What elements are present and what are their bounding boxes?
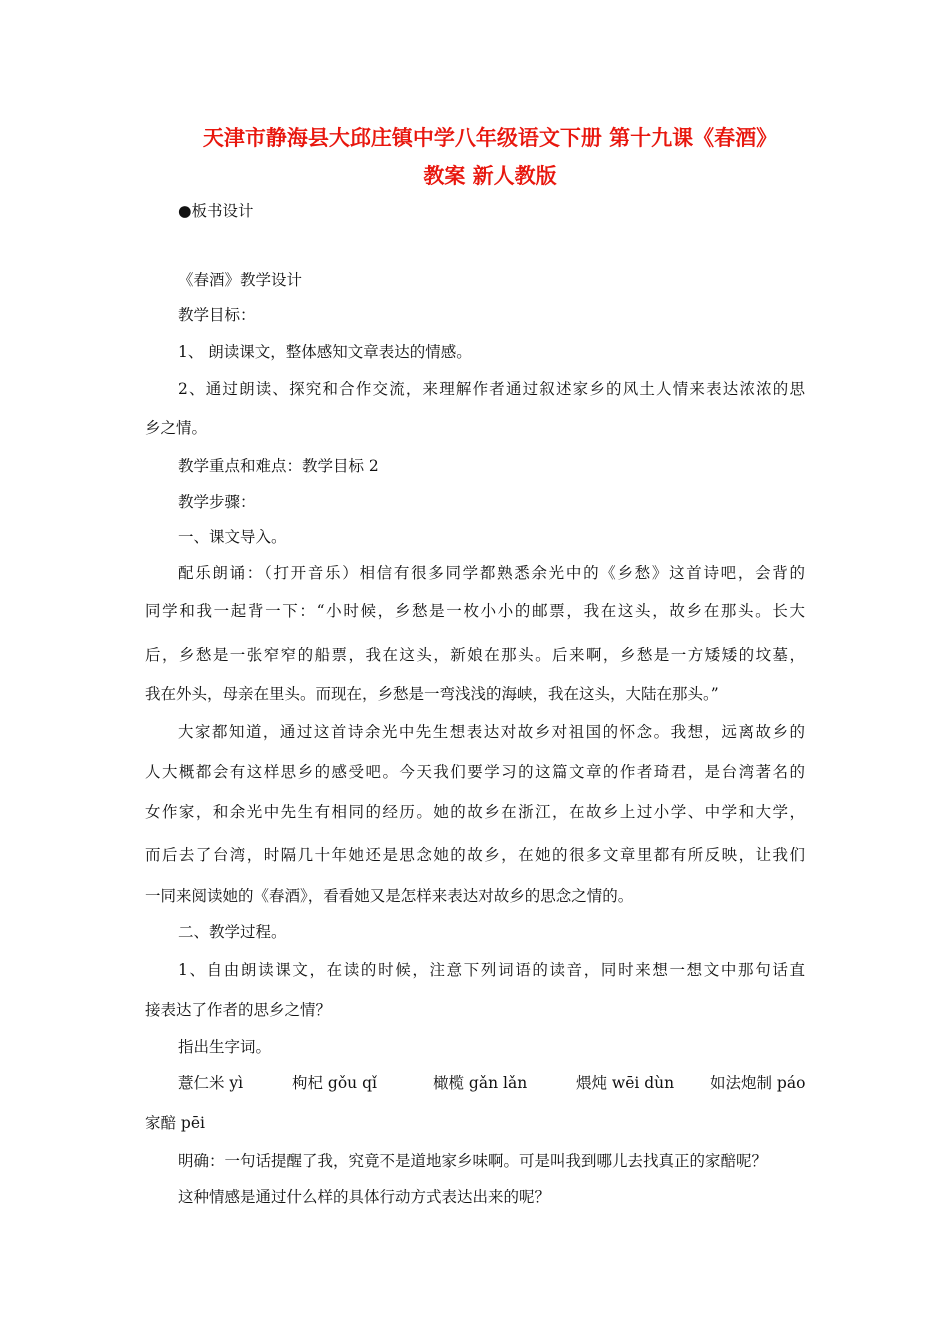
paragraph-line: 一同来阅读她的《春酒》，看看她又是怎样来表达对故乡的思念之情的。 — [145, 887, 634, 905]
question-1-line-2: 接表达了作者的思乡之情？ — [145, 1001, 332, 1019]
intro-line: 同学和我一起背一下：“小时候，乡愁是一枚小小的邮票，我在这头，故乡在那头。长大 — [145, 602, 805, 620]
section-heading: ●板书设计 — [178, 202, 254, 220]
vocab-word: 橄榄 gǎn lǎn — [433, 1074, 528, 1092]
vocab-word: 枸杞 gǒu qǐ — [292, 1074, 377, 1092]
paragraph-line: 人大概都会有这样思乡的感受吧。今天我们要学习的这篇文章的作者琦君，是台湾著名的 — [145, 763, 805, 781]
intro-line: 后，乡愁是一张窄窄的船票，我在这头，新娘在那头。后来啊，乡愁是一方矮矮的坟墓， — [145, 646, 805, 664]
goal-item-1: 1、 朗读课文，整体感知文章表达的情感。 — [178, 343, 472, 361]
goal-item-2-line-2: 乡之情。 — [145, 419, 208, 437]
vocab-row — [0, 1073, 950, 1095]
paragraph-line: 女作家，和余光中先生有相同的经历。她的故乡在浙江，在故乡上过小学、中学和大学， — [145, 803, 805, 821]
vocab-word: 薏仁米 yì — [178, 1074, 244, 1092]
vocab-label: 指出生字词。 — [178, 1038, 272, 1056]
design-title: 《春酒》教学设计 — [178, 271, 303, 289]
paragraph-line: 大家都知道，通过这首诗余光中先生想表达对故乡对祖国的怀念。我想，远离故乡的 — [178, 723, 805, 741]
key-points: 教学重点和难点：教学目标 2 — [178, 457, 379, 475]
intro-line: 配乐朗诵：（打开音乐）相信有很多同学都熟悉余光中的《乡愁》这首诗吧，会背的 — [178, 564, 805, 582]
steps-label: 教学步骤： — [178, 493, 256, 511]
answer-line-2: 这种情感是通过什么样的具体行动方式表达出来的呢？ — [178, 1188, 551, 1206]
vocab-word: 如法炮制 páo — [710, 1074, 806, 1092]
answer-line-1: 明确：一句话提醒了我，究竟不是道地家乡味啊。可是叫我到哪儿去找真正的家醅呢？ — [178, 1152, 768, 1170]
part1-heading: 一、课文导入。 — [178, 528, 287, 546]
part2-heading: 二、教学过程。 — [178, 923, 287, 941]
question-1-line-1: 1、自由朗读课文，在读的时候，注意下列词语的读音，同时来想一想文中那句话直 — [178, 961, 805, 979]
goal-item-2-line-1: 2、通过朗读、探究和合作交流，来理解作者通过叙述家乡的风土人情来表达浓浓的思 — [178, 380, 805, 398]
goals-label: 教学目标： — [178, 306, 256, 324]
vocab-word: 煨炖 wēi dùn — [576, 1074, 675, 1092]
document-title-line-1: 天津市静海县大邱庄镇中学八年级语文下册 第十九课《春酒》 — [202, 126, 778, 150]
paragraph-line: 而后去了台湾，时隔几十年她还是思念她的故乡，在她的很多文章里都有所反映，让我们 — [145, 846, 805, 864]
document-title-line-2: 教案 新人教版 — [423, 164, 557, 188]
intro-line: 我在外头，母亲在里头。而现在，乡愁是一弯浅浅的海峡，我在这头，大陆在那头。” — [145, 685, 719, 703]
vocab-word: 家醅 pēi — [145, 1114, 205, 1132]
